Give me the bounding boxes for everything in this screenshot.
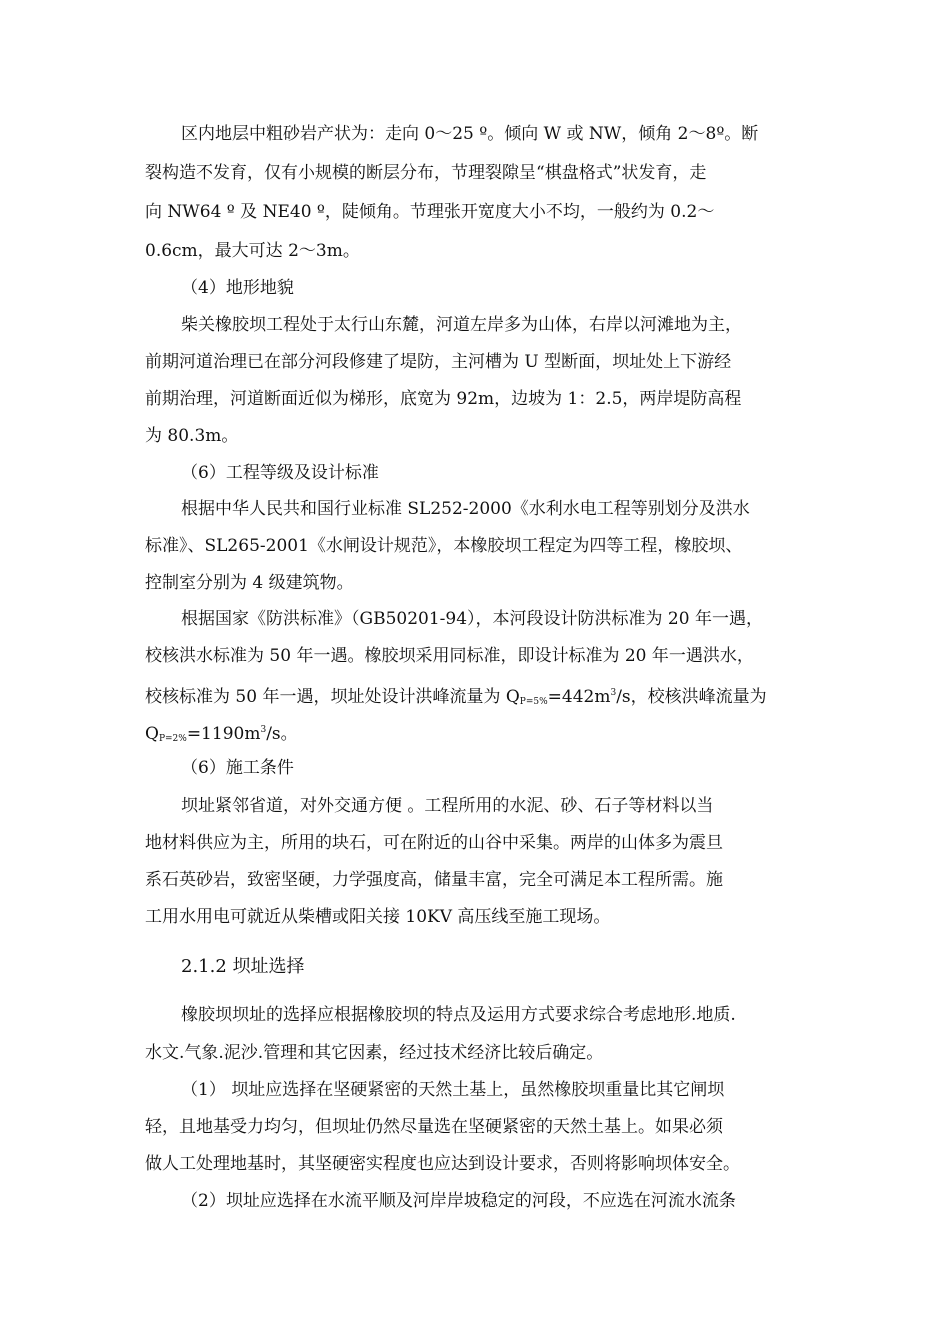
text-line: 根据中华人民共和国行业标准 SL252-2000《水利水电工程等别划分及洪水	[181, 499, 750, 519]
text-line: 根据国家《防洪标准》（GB50201-94），本河段设计防洪标准为 20 年一遇，	[181, 609, 763, 629]
text-line: 为 80.3m。	[145, 426, 239, 446]
text-run: =442m	[547, 687, 611, 707]
text-line: 前期治理，河道断面近似为梯形，底宽为 92m，边坡为 1：2.5，两岸堤防高程	[145, 389, 742, 409]
text-line: 柴关橡胶坝工程处于太行山东麓，河道左岸多为山体，右岸以河滩地为主，	[181, 315, 742, 335]
text-run: =1190m	[186, 724, 261, 744]
text-run: 校核标准为 50 年一遇，坝址处设计洪峰流量为	[145, 687, 506, 707]
text-line: 0.6cm，最大可达 2～3m。	[145, 241, 360, 261]
text-line: （2）坝址应选择在水流平顺及河岸岸坡稳定的河段，不应选在河流水流条	[181, 1191, 736, 1211]
text-line: 坝址紧邻省道，对外交通方便 。工程所用的水泥、砂、石子等材料以当	[181, 796, 714, 816]
text-line: 系石英砂岩，致密坚硬，力学强度高，储量丰富，完全可满足本工程所需。施	[145, 870, 723, 890]
text-line: 水文.气象.泥沙.管理和其它因素，经过技术经济比较后确定。	[145, 1043, 604, 1063]
text-line: 裂构造不发育，仅有小规模的断层分布，节理裂隙呈“棋盘格式”状发育，走	[145, 163, 707, 183]
flow-symbol: Q	[145, 724, 159, 744]
text-line: 标准》、SL265-2001《水闸设计规范》，本橡胶坝工程定为四等工程，橡胶坝、	[145, 536, 743, 556]
section-heading: （6）施工条件	[181, 758, 294, 778]
text-line: 前期河道治理已在部分河段修建了堤防，主河槽为 U 型断面，坝址处上下游经	[145, 352, 732, 372]
text-run: /s。	[266, 724, 298, 744]
text-line: 向 NW64 º 及 NE40 º，陡倾角。节理张开宽度大小不均，一般约为 0.2～	[145, 202, 715, 222]
text-line: 做人工处理地基时，其坚硬密实程度也应达到设计要求，否则将影响坝体安全。	[145, 1154, 740, 1174]
flow-subscript: P=2%	[158, 734, 187, 744]
flow-symbol: Q	[505, 687, 520, 707]
text-line: 校核洪水标准为 50 年一遇。橡胶坝采用同标准，即设计标准为 20 年一遇洪水，	[145, 646, 754, 666]
text-line: 轻，且地基受力均匀，但坝址仍然尽量选在坚硬紧密的天然土基上。如果必须	[145, 1117, 723, 1137]
section-heading: （6）工程等级及设计标准	[181, 463, 379, 483]
text-line: 工用水用电可就近从柴槽或阳关接 10KV 高压线至施工现场。	[145, 907, 611, 927]
text-line	[145, 718, 298, 751]
text-line: 地材料供应为主，所用的块石，可在附近的山谷中采集。两岸的山体多为震旦	[145, 833, 723, 853]
text-line: （1） 坝址应选择在坚硬紧密的天然土基上，虽然橡胶坝重量比其它闸坝	[181, 1080, 725, 1100]
flow-subscript: P=5%	[519, 697, 548, 707]
text-run: /s，校核洪峰流量为	[616, 687, 767, 707]
cube-superscript: 3	[610, 688, 617, 698]
cube-superscript: 3	[260, 725, 267, 735]
text-line: 橡胶坝坝址的选择应根据橡胶坝的特点及运用方式要求综合考虑地形.地质.	[181, 1005, 736, 1025]
text-line	[145, 681, 767, 714]
subsection-title: 2.1.2 坝址选择	[181, 956, 305, 977]
text-line: 区内地层中粗砂岩产状为：走向 0～25 º。倾向 W 或 NW，倾角 2～8º。断	[181, 124, 759, 144]
section-heading: （4）地形地貌	[181, 278, 294, 298]
text-line: 控制室分别为 4 级建筑物。	[145, 573, 354, 593]
